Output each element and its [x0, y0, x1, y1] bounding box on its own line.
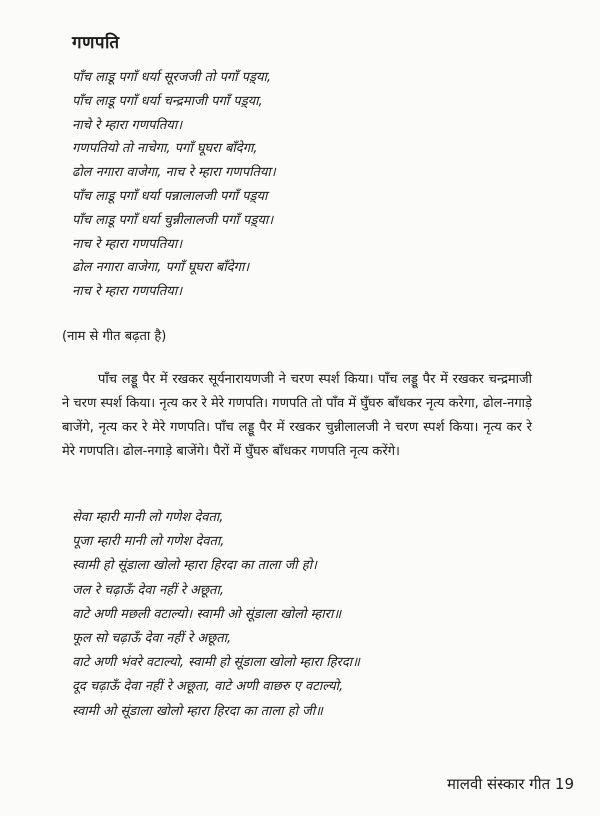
verse-line: दूद चढ़ाऊँ देवा नहीं रे अछूता, वाटे अणी वाछरु ए वटाल्यो, [72, 679, 344, 695]
song-verse-1 [72, 66, 276, 304]
verse-line: नाच रे म्हारा गणपतिया। [72, 236, 183, 252]
verse-line: गणपतियो तो नाचेगा, पगाँ घूघरा बाँदेगा, [72, 141, 258, 157]
page-footer: मालवी संस्कार गीत 19 [446, 775, 574, 793]
prose-translation: पाँच लड्डू पैर में रखकर सूर्यनारायणजी ने चरण स्पर्श किया। पाँच लड्डू पैर में रखकर चन्द्रमाजी ने चरण स्पर्श किया। नृत्य कर रे मेरे गणपति। गणपति तो पाँव में घुँघरु बाँधकर नृत्य करेगा, ढोल-नगाड़े बाजेंगे, नृत्य कर रे मेरे गणपति। पाँच लड्डू पैर में रखकर चुन्नीलालजी ने चरण स्पर्श किया। नृत्य कर रे मेरे गणपति। ढोल-नगाड़े बाजेंगे। पैरों में घुँघरु बाँधकर गणपति नृत्य करेंगे। [62, 372, 532, 459]
verse-line: वाटे अणी मछली वटाल्यो। स्वामी ओ सूंडाला खोलो म्हारा॥ [72, 606, 342, 622]
verse-line: सेवा म्हारी मानी लो गणेश देवता, [72, 510, 224, 525]
verse-line: पाँच लाडू पगाँ धर्या चुन्नीलालजी पगाँ पड़्या। [72, 212, 274, 228]
verse-line: स्वामी ओ सूंडाला खोलो म्हारा हिरदा का ताला हो जी॥ [72, 703, 323, 719]
verse-line: पूजा म्हारी मानी लो गणेश देवता, [72, 534, 225, 550]
verse-line: पाँच लाडू पगाँ धर्या सूरजजी तो पगाँ पड़्या, [72, 70, 272, 85]
verse-line: पाँच लाडू पगाँ धर्या चन्द्रमाजी पगाँ पड़्या, [72, 93, 263, 109]
verse-line: फूल सो चढ़ाऊँ देवा नहीं रे अछूता, [72, 631, 232, 647]
song-note: (नाम से गीत बढ़ता है) [62, 329, 167, 344]
verse-line: नाचे रे म्हारा गणपतिया। [72, 117, 183, 133]
verse-line: वाटे अणी भंवरे वटाल्यो, स्वामी हो सूंडाला खोलो म्हारा हिरदा॥ [72, 655, 360, 671]
verse-line: पाँच लाडू पगाँ धर्या पन्नालालजी पगाँ पड़्या [72, 188, 268, 204]
verse-line: जल रे चढ़ाऊँ देवा नहीं रे अछूता, [72, 582, 224, 598]
page-heading: गणपति [72, 33, 120, 53]
verse-line: नाच रे म्हारा गणपतिया। [72, 284, 183, 300]
verse-line: ढोल नगारा वाजेगा, नाच रे म्हारा गणपतिया। [72, 165, 276, 181]
verse-line: ढोल नगारा वाजेगा, पगाँ घूघरा बाँदेगा। [72, 260, 250, 276]
song-verse-2 [72, 506, 360, 724]
verse-line: स्वामी हो सूंडाला खोलो म्हारा हिरदा का ताला जी हो। [72, 558, 317, 574]
